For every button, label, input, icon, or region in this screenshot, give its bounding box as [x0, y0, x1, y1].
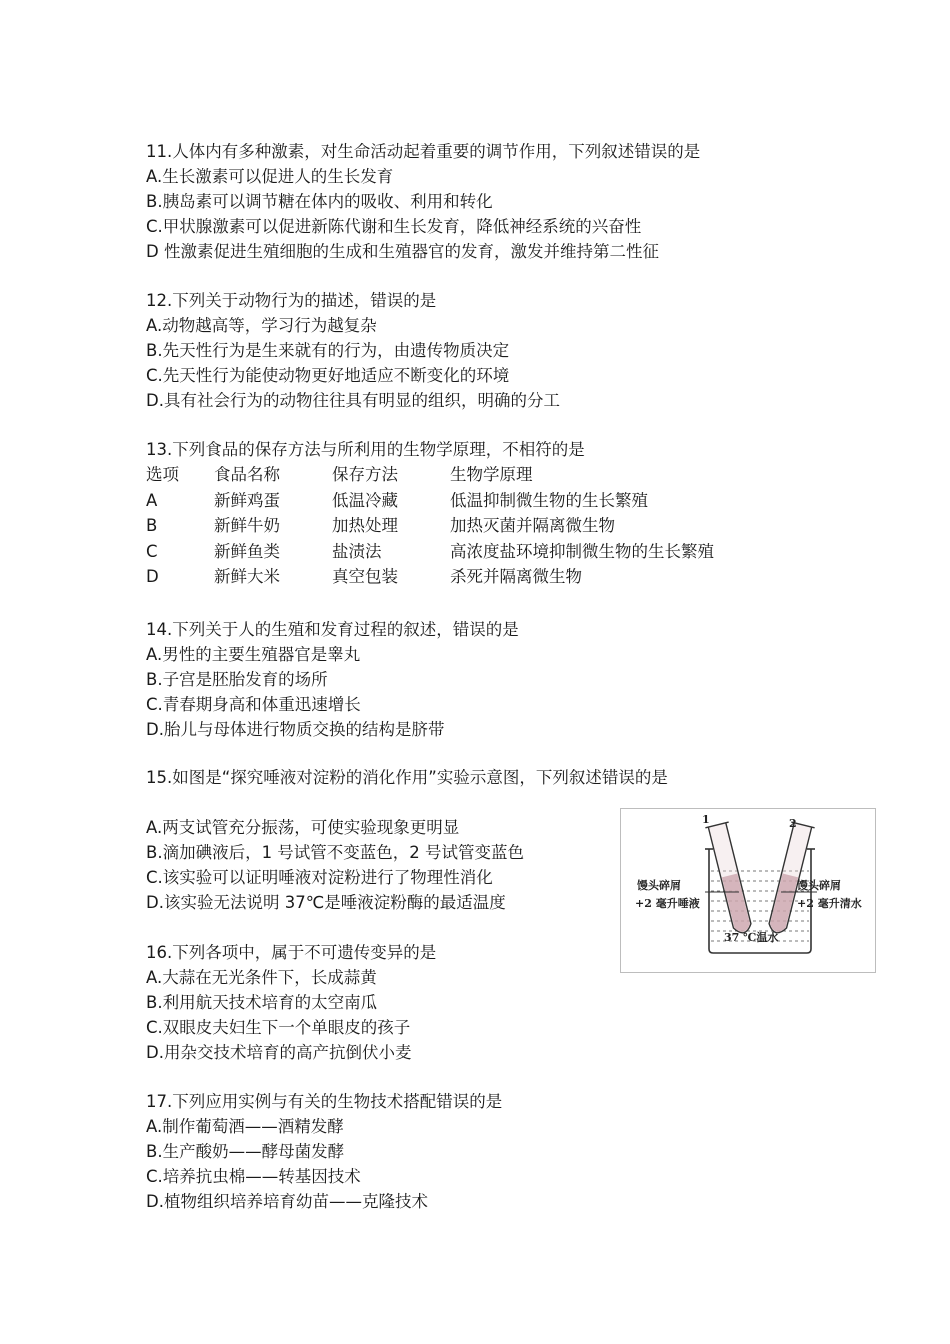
right-label-water: +2 毫升清水: [797, 897, 862, 910]
table-cell: 新鲜鸡蛋: [214, 490, 280, 510]
question-stem: 12.下列关于动物行为的描述，错误的是: [146, 291, 437, 310]
tube-2-number: 2: [789, 817, 797, 830]
table-header-row: [146, 462, 790, 488]
question-stem: 11.人体内有多种激素，对生命活动起着重要的调节作用，下列叙述错误的是: [146, 142, 701, 161]
option-d: D 性激素促进生殖细胞的生成和生殖器官的发育，激发并维持第二性征: [146, 242, 659, 261]
option-c: C.青春期身高和体重迅速增长: [146, 695, 361, 714]
tube-1-number: 1: [702, 813, 710, 826]
saliva-experiment-figure: [620, 808, 876, 973]
option-c: C.双眼皮夫妇生下一个单眼皮的孩子: [146, 1018, 411, 1037]
header-cell: 生物学原理: [450, 465, 533, 484]
option-c: C.甲状腺激素可以促进新陈代谢和生长发育，降低神经系统的兴奋性: [146, 217, 642, 236]
option-d: D.具有社会行为的动物往往具有明显的组织，明确的分工: [146, 391, 560, 410]
table-cell: 低温抑制微生物的生长繁殖: [450, 490, 648, 510]
question-15: [146, 765, 668, 790]
option-a: A.制作葡萄酒——酒精发酵: [146, 1117, 344, 1136]
option-b: B.先天性行为是生来就有的行为，由遗传物质决定: [146, 341, 510, 360]
question-stem: 14.下列关于人的生殖和发育过程的叙述，错误的是: [146, 620, 519, 639]
table-cell: A: [146, 490, 158, 510]
table-cell: 新鲜鱼类: [214, 541, 280, 561]
question-11: [146, 139, 700, 264]
table-row: [146, 564, 790, 590]
header-cell: 选项: [146, 465, 179, 484]
option-a: A.男性的主要生殖器官是睾丸: [146, 645, 361, 664]
table-cell: B: [146, 516, 158, 535]
question-14: [146, 617, 519, 742]
table-cell: 加热灭菌并隔离微生物: [450, 516, 615, 535]
option-d: D.胎儿与母体进行物质交换的结构是脐带: [146, 720, 445, 739]
right-label-bread: 馒头碎屑: [797, 879, 841, 892]
left-label-bread: 馒头碎屑: [637, 879, 681, 892]
question-stem: 15.如图是“探究唾液对淀粉的消化作用”实验示意图，下列叙述错误的是: [146, 768, 668, 787]
option-d: D.用杂交技术培育的高产抗倒伏小麦: [146, 1043, 412, 1062]
table-cell: 杀死并隔离微生物: [450, 567, 582, 586]
table-row: [146, 488, 790, 514]
option-b: B.滴加碘液后，1 号试管不变蓝色，2 号试管变蓝色: [146, 843, 525, 862]
option-b: B.利用航天技术培育的太空南瓜: [146, 993, 378, 1012]
question-stem: 13.下列食品的保存方法与所利用的生物学原理，不相符的是: [146, 440, 585, 459]
table-cell: 高浓度盐环境抑制微生物的生长繁殖: [450, 541, 714, 561]
question-17: [146, 1089, 502, 1214]
option-b: B.子宫是胚胎发育的场所: [146, 670, 328, 689]
option-c: C.该实验可以证明唾液对淀粉进行了物理性消化: [146, 868, 493, 887]
table-cell: C: [146, 541, 158, 561]
question-15-options: [146, 815, 524, 915]
question-16: [146, 940, 436, 1065]
table-cell: 盐渍法: [332, 541, 382, 561]
table-row: [146, 513, 790, 539]
option-b: B.生产酸奶——酵母菌发酵: [146, 1142, 345, 1161]
table-cell: 低温冷藏: [332, 490, 398, 510]
question-stem: 16.下列各项中，属于不可遗传变异的是: [146, 943, 437, 962]
left-label-saliva: +2 毫升唾液: [635, 897, 700, 910]
option-c: C.培养抗虫棉——转基因技术: [146, 1167, 361, 1186]
test-tube-1: [705, 822, 755, 936]
question-13: [146, 437, 790, 590]
table-cell: 新鲜牛奶: [214, 516, 280, 535]
option-d: D.该实验无法说明 37℃是唾液淀粉酶的最适温度: [146, 893, 506, 912]
bottom-label-temperature: 37 ℃温水: [724, 931, 779, 944]
option-a: A.生长激素可以促进人的生长发育: [146, 167, 394, 186]
question-12: [146, 288, 560, 413]
table-cell: D: [146, 567, 159, 586]
option-a: A.动物越高等，学习行为越复杂: [146, 316, 377, 335]
table-cell: 真空包装: [332, 567, 398, 586]
table-cell: 加热处理: [332, 516, 398, 535]
option-b: B.胰岛素可以调节糖在体内的吸收、利用和转化: [146, 192, 493, 211]
preservation-table: [146, 462, 790, 590]
table-row: [146, 539, 790, 565]
option-a: A.大蒜在无光条件下，长成蒜黄: [146, 968, 377, 987]
header-cell: 食品名称: [214, 465, 280, 484]
option-a: A.两支试管充分振荡，可使实验现象更明显: [146, 818, 460, 837]
option-d: D.植物组织培养培育幼苗——克隆技术: [146, 1192, 428, 1211]
table-cell: 新鲜大米: [214, 567, 280, 586]
question-stem: 17.下列应用实例与有关的生物技术搭配错误的是: [146, 1092, 503, 1111]
option-c: C.先天性行为能使动物更好地适应不断变化的环境: [146, 366, 510, 385]
header-cell: 保存方法: [332, 465, 398, 484]
